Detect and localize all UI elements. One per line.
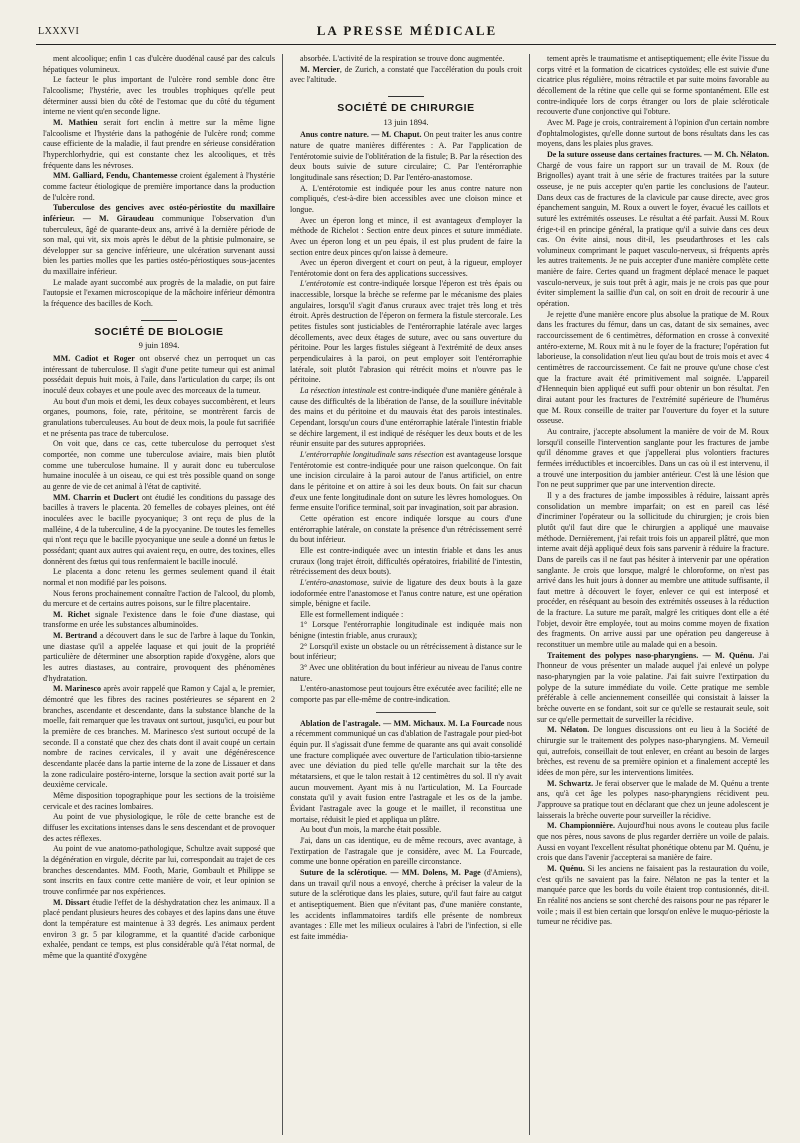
paragraph — [43, 898, 275, 962]
paragraph: Le placenta a donc retenu les germes seulement quand il était normal et non modifié par les poisons. — [43, 567, 275, 587]
paragraph — [43, 118, 275, 171]
paragraph-text: , de Zurich, a constaté que l'accélération du pouls croit avec l'altitude. — [290, 64, 522, 85]
section-title: SOCIÉTÉ DE BIOLOGIE — [94, 325, 224, 338]
paragraph: On voit que, dans ce cas, cette tuberculose du perroquet s'est comportée, non comme une tuberculose aviaire, mais bien plutôt comme une tuberculose humaine. Il y aurait donc eu tuberculose humaine inoculée à un oiseau, ce qui est très possible quand on songe au genre de vie de cet animal à l'état de captivité. — [43, 439, 275, 491]
paragraph-text: étudie l'effet de la déshydratation chez les animaux. Il a placé pendant plusieurs heures des cobayes et des lapins dans une étuve dont la température est maintenue à 33 degrés. Les animaux perdent environ 3 gr. 5 par kilogramme, et la quantité d'acide carbonique exhalée, pendant ce temps, est plus considérable qu'à l'état normal, de même que la quantité d'oxygène — [43, 897, 276, 960]
paragraph — [290, 578, 522, 610]
section-date: 9 juin 1894. — [138, 340, 180, 351]
section-rule — [388, 96, 424, 97]
paragraph — [537, 779, 769, 822]
section-date: 13 juin 1894. — [383, 116, 429, 127]
section-header — [43, 320, 275, 351]
speaker-name: M. Schwartz. — [547, 778, 594, 788]
speaker-name: M. Richet — [53, 609, 91, 619]
paragraph — [43, 684, 275, 791]
folio: LXXXVI — [38, 25, 80, 37]
paragraph: tement après le traumatisme et antiseptiquement; elle évite l'issue du corps vitré et la formation de cicatrices cystoïdes; elle est suivie d'une cicatrice plus régulière, moins rétractile et par suite moins favorable au décollement de la rétine que celle qui se forme spontanément. Elle est contre-indiquée lors de corps étranger ou lors de plaie scléroticale recouverte d'une conjonctive qui l'obture. — [537, 54, 769, 117]
rubric-title: De la suture osseuse dans certaines fractures. — [547, 149, 702, 159]
rubric-title: Traitement des polypes naso-pharyngiens. — [547, 650, 699, 660]
paragraph — [290, 279, 522, 386]
paragraph-text: croient également à l'hystérie comme facteur étiologique de première importance dans la production de l'ulcère rond. — [43, 171, 275, 202]
rubric-title: Ablation de l'astragale. — [300, 718, 381, 728]
paragraph: Elle est formellement indiquée : — [300, 609, 404, 619]
paragraph-text: J'ai l'honneur de vous présenter un malade auquel j'ai enlevé un polype naso-pharyngien par la voie palatine. J'ai fait suivre l'extirpation du polype de la suture immédiate du voile. Cette pratique me semble préférable à celle anciennement conseillée qui consistait à laisser la brèche ouverte en se fondant, soit sur ce qu'elle se restaurait seule, soit sur ce qu'elle permettait de surveiller la récidive. — [537, 650, 770, 724]
paragraph-text: Chargé de vous faire un rapport sur un travail de M. Roux (de Brignolles) ayant trait à une série de fractures traitées par la suture osseuse, je ne puis accepter qu'en partie les conclusions de l'auteur. Dans deux cas de fractures de la clavicule par cause directe, avec gros épanchement sanguin, M. Roux a ouvert le foyer, évacué les caillots et suturé les extrémités osseuses. Le résultat a été parfait. Aussi M. Roux érige-t-il en principe général, la pratique qu'il a suivie dans ces deux cas. On évite ainsi, nous dit-il, les pseudarthroses et les cals volumineux comprimant le paquet vasculo-nerveux, si fréquents après les autres traitements. Je ne puis accepter d'une manière complète cette manière de faire. Certes quand un fragment déplacé menace le paquet vasculo-nerveux, je suis tout prêt à agir, mais je ne crois pas que pour éviter simplement la saillie d'un cal, on soit en droit de recourir à une opération. — [537, 160, 769, 309]
paragraph — [43, 493, 275, 568]
column-1 — [36, 54, 282, 1135]
speaker-name: — M. Ch. Nélaton. — [704, 149, 770, 159]
italic-lead: La résection intestinale — [300, 386, 376, 396]
paragraph: Avec un éperon long et mince, il est avantageux d'employer la méthode de Richelot : Section entre deux pinces et suture immédiate. Avec un éperon long et un peu épais, il est plus prudent de faire la section entre deux pinces qu'on laisse à demeure. — [290, 215, 522, 257]
speaker-name: M. Mercier — [300, 64, 340, 74]
paragraph: Elle est contre-indiquée avec un intestin friable et dans les anus cruraux (long trajet étroit, difficultés opératoires, friabilité de l'intestin, rétrécissement des deux bouts). — [290, 545, 522, 577]
paragraph: Avec un éperon divergent et court on peut, à la rigueur, employer l'entérotomie dont on fera des applications successives. — [290, 258, 522, 278]
speaker-name: M. Bertrand — [53, 631, 98, 641]
paragraph: Au point de vue physiologique, le rôle de cette branche est de diffuser les excitations intenses dans le sens descendant et de provoquer des actes réflexes. — [43, 812, 275, 843]
section-rule — [141, 320, 177, 321]
column-3 — [529, 54, 776, 1135]
speaker-name: — M. Giraudeau — [82, 213, 154, 223]
section-header — [290, 96, 522, 127]
paragraph: Même disposition topographique pour les sections de la troisième cervicale et des racines lombaires. — [43, 790, 275, 811]
paragraph: Il y a des fractures de jambe impossibles à réduire, laissant après consolidation un membre imparfait; on est en pareil cas lésé d'incriminer l'opérateur ou la sollicitude du chirurgien; je crois bien plutôt qu'il faut dire que le chirurgien a appliqué une mauvaise méthode. Dernièrement, j'ai refait trois fois un appareil plâtré, que mon interne avait déjà appliqué deux fois sans parvenir à réduire la fracture. Dans de pareils cas il ne faut pas hésiter à intervenir par une opération sanglante. Je crois que lorsque, malgré le chloroforme, on n'est pas arrivé dans les huit jours à donner au membre une attitude suffisante, il faut mettre à découvert le foyer, enlever ce qui est interposé et procéder, en réséquant au besoin des extrémités osseuses à la réduction de la fracture. La suture me paraît, malgré les critiques dont elle a été l'objet, devoir être employée, tout au moins comme moyen de fixation des fragments. On arrive aussi par une opération peu dangereuse à reconstituer un membre utile au malade qui en a besoin. — [537, 490, 769, 650]
paragraph-text: signale l'existence dans le foie d'une diastase, qui transforme en urée les substances albuminoïdes. — [43, 609, 275, 630]
paragraph: Je rejette d'une manière encore plus absolue la pratique de M. Roux dans les fractures du fémur, dans un cas, datant de six semaines, avec raccourcissement de 6 centimètres, déformation en crosse à convexité antéro-externe, M. Roux mit à nu le foyer de la fracture; l'opération fut laborieuse, la consolidation n'eut lieu qu'au bout de trois mois et avec 4 centimètres de raccourcissement. Ce fait ne prouve qu'une chose c'est que la fracture avait été primitivement mal soignée. L'appareil d'Hennequin bien appliqué eut suffi pour obtenir un bon résultat. J'en dirai autant pour les fractures de l'extrémité supérieure de l'humérus que M. Roux conseille de traiter par l'ouverture du foyer et la suture osseuse. — [537, 309, 769, 426]
paragraph — [537, 821, 769, 864]
paragraph-text: après avoir rappelé que Ramon y Cajal a, le premier, démontré que les fibres des racines postérieures se séparent en 2 branches, ascendante et descendante, dans la substance blanche de la moelle, fait remarquer que les travaux ont surtout, jusqu'ici, eu pour but la première de ces branches. M. Marinesco s'est surtout occupé de la seconde. Il a constaté que chez des chats dont il avait coupé un certain nombre de racines cervicales, il y avait une dégénérescence descendante placée dans la partie interne de la zone de Lissauer et dans la zone radiculaire postéro-interne, lorsque la section avait porté sur la deuxième cervicale. — [43, 684, 276, 790]
speaker-name: — MM. Dolens, M. Page — [390, 867, 481, 877]
paragraph — [290, 130, 522, 183]
paragraph — [290, 386, 522, 450]
paragraph-text: Je ferai observer que le malade de M. Quénu a trente ans, qu'à cet âge les polypes naso-pharyngiens récidivent peu. J'approuve sa pratique tout en déclarant que chez un jeune adolescent je laisserais la brèche ouverte pour surveiller la récidive. — [537, 778, 769, 820]
paragraph: Le malade ayant succombé aux progrès de la maladie, on put faire l'autopsie et l'examen microscopique de la mâchoire inférieur démontra la fréquence des bacilles de Koch. — [43, 277, 275, 309]
paragraph-text: est avantageuse lorsque l'entérotomie est contre-indiquée pour une raison quelconque. On fait une incision circulaire à la paroi autour de l'anus artificiel, on entre dans le péritoine et on attire à soi les deux bouts. On fait sur chacun d'eux une fente longitudinale dont on suture les lèvres homologues. On ferme ensuite l'orifice terminal, soit par invagination, soit par abrasion. — [290, 449, 522, 513]
rubric-title: Anus contre nature. — [300, 130, 369, 140]
speaker-name: M. Dissart — [53, 897, 90, 907]
paragraph — [43, 610, 275, 631]
paragraph-text: Aujourd'hui nous avons le couteau plus facile que nos pères, nous savons de plus regarder derrière un voile de palais. Aussi en voyant l'excellent résultat phonétique obtenu par M. Quénu, je crois que dans l'avenir j'accepterai sa manière de faire. — [537, 821, 769, 863]
page-header — [38, 20, 776, 42]
journal-title: LA PRESSE MÉDICALE — [316, 23, 498, 38]
speaker-name: M. Championnière. — [547, 821, 615, 831]
paragraph — [43, 203, 275, 278]
italic-lead: L'entérotomie — [300, 279, 345, 289]
paragraph — [290, 719, 522, 826]
paragraph-text: est contre-indiquée d'une manière générale à cause des difficultés de la libération de l'anse, de la souillure inévitable des mains et du péritoine et du mauvais état des parois intestinales. Cependant, lorsqu'un cours d'une entérorraphie latérale l'intestin friable se déchire largement, il est indiqué de réséquer les deux bouts et de les réunir ensuite par des sutures appropriées. — [290, 386, 522, 449]
paragraph-text: nous a récemment communiqué un cas d'ablation de l'astragale pour pied-bot équin pur. Il s'agissait d'une femme de quarante ans qui avait consolidé une fracture compliquée avec ouverture de l'articulation tibio-tarsienne avec une déviation du pied telle qu'elle marchait sur la tête des métatarsiens, et que le talon restait à 12 centimètres du sol. Il n'y avait aucun mouvement. Ayant mis à nu l'articulation, M. La Fourcade constata qu'il y avait fusion entre l'astragale et les os de la jambe. Évidant l'astragale avec la gouge et le maillet, il reconstitua une mortaise, réduisit le pied et appliqua un plâtre. — [290, 718, 523, 824]
paragraph: L'entéro-anastomose peut toujours être exécutée avec facilité; elle ne comporte pas par elle-même de contre-indication. — [290, 684, 522, 705]
paragraph-text: serait fort enclin à mettre sur la même ligne l'alcoolisme et l'hystérie dans la pathogénie de l'ulcère rond; comme cause efficiente de la maladie, il faut prendre en sérieuse considération l'hyperchlorhydrie, qui est constante chez les alcooliques, et très fréquente dans les névroses. — [43, 117, 275, 170]
paragraph: Cette opération est encore indiquée lorsque au cours d'une entérorraphie latérale, on constate la présence d'un rétrécissement serré du bout inférieur. — [290, 513, 522, 545]
paragraph — [43, 171, 275, 203]
paragraph — [537, 864, 769, 928]
paragraph: Au point de vue anatomo-pathologique, Schultze avait supposé que la dégénération en virgule, décrite par lui, correspondait au trajet de ces branches descendantes. MM. Footh, Marie, Gombault et Philippe se sont inscrits en faux contre cette manière de voir, et leur opinion se trouve confirmée par nos expériences. — [43, 844, 275, 896]
paragraph-text: communique l'observation d'un tuberculeux, âgé de quarante-deux ans, arrivé à la dernière période de son mal, qui vit, six mois après le début de la phtisie pulmonaire, se développer sur sa gencive inférieure, une ulcération survenant aussi bien les parties molles que les parties ostéo-périostiques sous-jacentes du maxillaire inférieur. — [43, 213, 276, 277]
paragraph: 1° Lorsque l'entérorraphie longitudinale est indiquée mais non bénigne (intestin friable, anus cruraux); — [290, 620, 522, 641]
paragraph-text: est contre-indiquée lorsque l'éperon est très épais ou inaccessible, lorsque la brèche se referme par le mécanisme des plaies angulaires, lorsqu'il s'agit d'anus cruraux avec trajet très long et très étroit. Après destruction de l'éperon on fermera la fistule stercorale. Les petites fistules sont justiciables de l'entérorraphie latérale avec larges décollements, avec deux étages de suture, avec ou sans ouverture du péritoine. Pour les larges fistules siégeant à l'extrémité de deux anses perpendiculaires à la paroi, on peut employer soit l'entérorraphie latérale, soit plutôt l'abrasion qui rétrécit moins et n'ouvre pas le péritoine. — [290, 279, 523, 385]
speaker-name: — M. Chaput. — [371, 130, 422, 140]
paragraph: absorbée. L'activité de la respiration se trouve donc augmentée. — [300, 54, 505, 63]
paragraph-text: , suivie de ligature des deux bouts à la gaze iodoformée entre l'anastomose et l'anus contre nature, est une opération simple, bénigne et facile. — [290, 577, 522, 609]
paragraph: 2° Lorsqu'il existe un obstacle ou un rétrécissement à distance sur le bout inférieur; — [290, 641, 522, 662]
paragraph — [43, 354, 275, 397]
paragraph — [290, 450, 522, 514]
rubric-title: Tuberculose des gencives avec ostéo-périostite du maxillaire inférieur. — [43, 203, 275, 223]
paragraph-text: Si les anciens ne faisaient pas la restauration du voile, c'est qu'ils ne savaient pas la faire. Nélaton ne pas la tenter et la manquée parce que les bords du voile étaient trop contusionnés, dit-il. En réalité nos anciens se sont cherché des raisons pour ne pas réparer le voile ; mais il est bien certain que lorsqu'on enlève le muquo-périoste la tumeur ne récidive pas. — [537, 863, 770, 927]
speaker-name: M. Marinesco — [53, 684, 102, 694]
paragraph — [537, 725, 769, 778]
paragraph: Au contraire, j'accepte absolument la manière de voir de M. Roux lorsqu'il conseille l'intervention sanglante pour les fractures de jambe qu'il dénomme graves et que j'appellerai plus volontiers fractures fermées irréductibles et incoercibles. Dans un cas où il est intervenu, il a trouvé une interposition du jambier antérieur. C'est là une lésion que l'on ne peut supprimer que par une intervention directe. — [537, 426, 769, 490]
speaker-name: — M. Quénu. — [702, 650, 755, 660]
speaker-name: MM. Cadiot et Roger — [53, 354, 135, 364]
paragraph: Au bout d'un mois et demi, les deux cobayes succombèrent, et leurs organes, poumons, foie, rate, péritoine, se montrèrent farcis de granulations tuberculeuses. Au bout de deux mois, la poule fut sacrifiée et ne présenta pas trace de tuberculose. — [43, 396, 275, 438]
speaker-name: M. Mathieu — [53, 117, 98, 127]
column-2 — [282, 54, 529, 1135]
separator-rule — [376, 712, 436, 713]
paragraph: Au bout d'un mois, la marche était possible. — [300, 825, 442, 835]
paragraph: Nous ferons prochainement connaître l'action de l'alcool, du plomb, du mercure et de certains autres poisons, sur le filtre placentaire. — [43, 588, 275, 609]
rubric-title: Suture de la sclérotique. — [300, 867, 388, 877]
paragraph-text: De longues discussions ont eu lieu à la Société de chirurgie sur le traitement des polypes naso-pharyngiens. M. Verneuil qui, autrefois, conseillait de tout enlever, en créant au besoin de larges brèches, est revenu de sa première opinion et a finalement accepté les idées de mon père, sur les interventions limitées. — [537, 725, 769, 777]
paragraph-text: a découvert dans le suc de l'arbre à laque du Tonkin, une diastase qu'il a appelée laquase et qui jouit de la propriété particulière de déterminer une absorption rapide d'oxygène, alors que les autres diastases, au contraire, provoquent des phénomènes d'hydratation. — [43, 631, 276, 683]
speaker-name: — MM. Michaux. M. La Fourcade — [383, 718, 505, 728]
paragraph-text: ont étudié les conditions du passage des bacilles à travers le placenta. 20 femelles de cobayes pleines, ont été inoculées avec le bacille pyocyanique; 3 ont reçu de plus de la malléine, 4 de la tuberculine, 4 de la pyocyanine. De toutes les femelles qui n'ont reçu que le bacille pyocyanique une seule a donné un fœtus le possédant; quant aux autres qui avaient reçu, en outre, des toxines, elles donnèrent des fœtus qui tous renfermaient le bacille inoculé. — [43, 492, 275, 566]
italic-lead: L'entérorraphie longitudinale sans résection — [300, 449, 444, 459]
paragraph — [43, 631, 275, 684]
paragraph — [290, 868, 522, 943]
italic-lead: L'entéro-anastomose — [300, 577, 368, 587]
paragraph: A. L'entérotomie est indiquée pour les anus contre nature non compliqués, c'est-à-dire bien accessibles avec une cloison mince et longue. — [290, 183, 522, 214]
paragraph — [290, 65, 522, 86]
paragraph-text: ont observé chez un perroquet un cas intéressant de tuberculose. Il s'agit d'une petite tumeur qui est animal possédait depuis huit mois, à l'aile, dans l'articulation du carpe; ils ont inoculé deux cobayes et une poule avec des morceaux de la tumeur. — [43, 354, 275, 396]
speaker-name: M. Nélaton. — [547, 725, 590, 735]
paragraph-text: (d'Amiens), dans un travail qu'il nous a envoyé, cherche à préciser la valeur de la suture de la sclérotique dans les plaies, suture, qu'il faut faire au catgut et antiseptiquement. Bien que n'évitant pas, d'une manière constante, les accidents inflammatoires tardifs elle présente de nombreux avantages : Elle met les milieux oculaires à l'abri de l'infection, si elle est faite immédia- — [290, 867, 522, 941]
speaker-name: MM. Charrin et Duclert — [53, 492, 140, 502]
paragraph — [537, 651, 769, 726]
text-columns — [36, 54, 776, 1135]
speaker-name: MM. Galliard, Fendu, Chantemesse — [53, 171, 178, 181]
section-title: SOCIÉTÉ DE CHIRURGIE — [337, 101, 475, 114]
paragraph: 3° Avec une oblitération du bout inférieur au niveau de l'anus contre nature. — [290, 663, 522, 683]
paragraph: ment alcoolique; enfin 1 cas d'ulcère duodénal causé par des calculs hépatiques volumineux. — [43, 54, 275, 74]
paragraph: Le facteur le plus important de l'ulcère rond semble donc être l'alcoolisme; l'hystérie, avec les troubles trophiques qu'elle peut déterminer aussi bien du côté de l'estomac que du côté du tégument interne ne vient qu'en seconde ligne. — [43, 75, 275, 117]
paragraph — [537, 150, 769, 310]
header-rule — [36, 44, 776, 45]
paragraph: J'ai, dans un cas identique, eu de même recours, avec avantage, à l'extirpation de l'astragale que je considère, avec M. La Fourcade, comme une bonne opération en pareille circonstance. — [290, 835, 522, 867]
speaker-name: M. Quénu. — [547, 863, 585, 873]
paragraph-text: On peut traiter les anus contre nature de quatre manières différentes : A. Par l'application de l'entérotomie suivie de l'oblitération de la fistule; B. Par la résection des deux bouts suivie de suture circulaire; C. Par l'entérorraphie longitudinale sans résection; D. Par l'entéro-anastomose. — [290, 130, 522, 182]
paragraph: Avec M. Page je crois, contrairement à l'opinion d'un certain nombre d'ophtalmologistes, qu'elle donne surtout de bons résultats dans les cas moyens, dans les plaies plus graves. — [537, 117, 769, 149]
